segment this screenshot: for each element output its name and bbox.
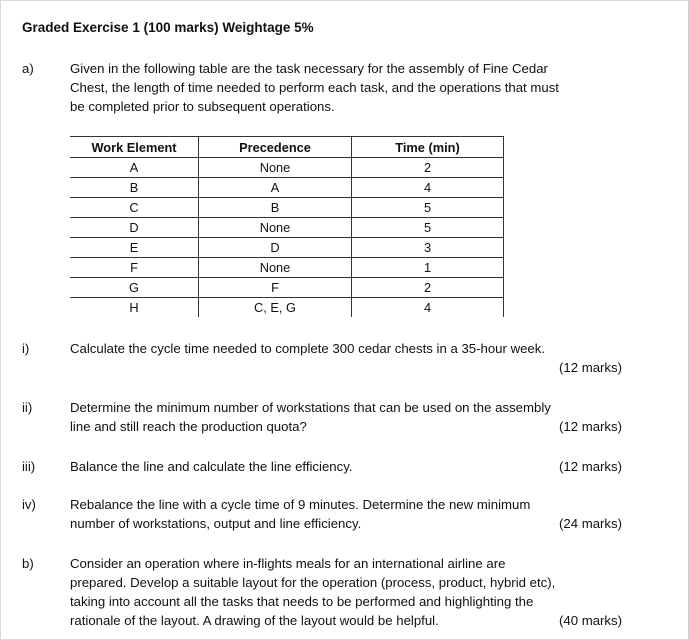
question-4-label: iv) [22,497,36,512]
cell-element: F [70,258,199,278]
work-element-table [70,136,504,317]
table-row [70,258,504,278]
question-4-marks: (24 marks) [558,516,622,531]
cell-precedence: F [199,278,352,298]
question-2-marks: (12 marks) [558,419,622,434]
cell-precedence: C, E, G [199,298,352,318]
cell-precedence: B [199,198,352,218]
question-2-line: Determine the minimum number of workstations that can be used on the assembly [70,400,551,415]
cell-time: 4 [352,298,504,318]
question-3-label: iii) [22,459,36,474]
header-work-element: Work Element [70,137,199,158]
cell-element: G [70,278,199,298]
question-4-text [70,495,622,533]
question-3-text [70,457,622,476]
cell-precedence: D [199,238,352,258]
cell-time: 2 [352,158,504,178]
part-a-label: a) [22,61,34,76]
table-row [70,218,504,238]
table-row [70,298,504,318]
cell-precedence: None [199,218,352,238]
part-a-line: be completed prior to subsequent operations. [70,99,335,114]
cell-element: B [70,178,199,198]
cell-time: 1 [352,258,504,278]
table-row [70,178,504,198]
page-title: Graded Exercise 1 (100 marks) Weightage 5% [22,20,314,35]
part-a-text [70,59,622,116]
question-1-marks: (12 marks) [558,360,622,375]
cell-time: 5 [352,198,504,218]
cell-precedence: A [199,178,352,198]
part-b-line: Consider an operation where in-flights meals for an international airline are [70,556,506,571]
table-row [70,198,504,218]
cell-precedence: None [199,258,352,278]
table-row [70,158,504,178]
question-1-line: Calculate the cycle time needed to complete 300 cedar chests in a 35-hour week. [70,341,546,356]
cell-element: C [70,198,199,218]
question-3-marks: (12 marks) [558,459,622,474]
part-a-line: Given in the following table are the task necessary for the assembly of Fine Cedar [70,61,548,76]
question-2-line: line and still reach the production quota? [70,419,307,434]
cell-time: 3 [352,238,504,258]
cell-time: 5 [352,218,504,238]
part-b-line: rationale of the layout. A drawing of the layout would be helpful. [70,613,439,628]
cell-element: A [70,158,199,178]
table-header-row [70,137,504,158]
question-1-text [70,339,622,377]
part-b-line: taking into account all the tasks that needs to be performed and highlighting the [70,594,534,609]
table-row [70,238,504,258]
part-b-marks: (40 marks) [558,613,622,628]
table-row [70,278,504,298]
header-precedence: Precedence [199,137,352,158]
question-2-text [70,398,622,436]
question-4-line: number of workstations, output and line efficiency. [70,516,362,531]
cell-element: D [70,218,199,238]
cell-element: H [129,300,139,315]
cell-precedence: None [199,158,352,178]
cell-element: E [70,238,199,258]
header-time: Time (min) [352,137,504,158]
cell-time: 4 [352,178,504,198]
question-1-label: i) [22,341,30,356]
cell-time: 2 [352,278,504,298]
question-4-line: Rebalance the line with a cycle time of 9 minutes. Determine the new minimum [70,497,531,512]
part-a-line: Chest, the length of time needed to perform each task, and the operations that must [70,80,559,95]
question-3-line: Balance the line and calculate the line efficiency. [70,459,353,474]
question-2-label: ii) [22,400,33,415]
part-b-label: b) [22,556,34,571]
part-b-line: prepared. Develop a suitable layout for the operation (process, product, hybrid etc), [70,575,556,590]
part-b-text [70,554,622,630]
